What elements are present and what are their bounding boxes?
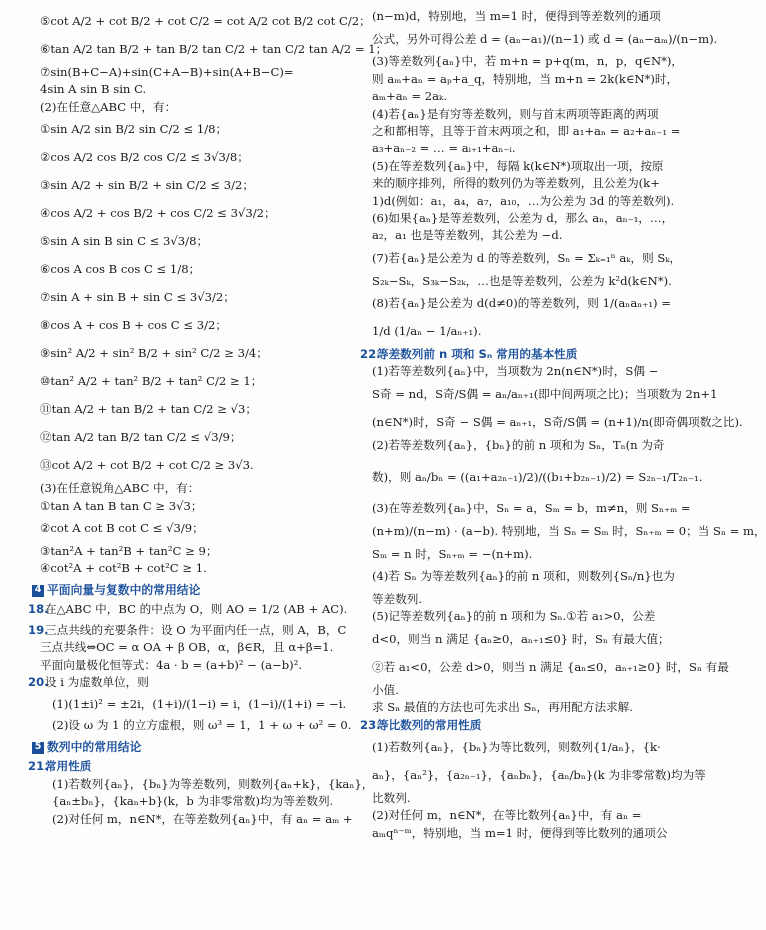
text-line: 1/d (1/aₙ − 1/aₙ₊₁). [372,324,482,339]
item-title: 等差数列前 n 项和 Sₙ 常用的基本性质 [377,347,578,362]
identity-line: ⑤cot A/2 + cot B/2 + cot C/2 = cot A/2 cot B/2 cot C/2； [40,14,371,29]
text-line: (3)在等差数列{aₙ}中，Sₙ = a，Sₘ = b，m≠n，则 Sₙ₊ₘ = [372,501,691,516]
text-line: (2)若等差数列{aₙ}，{bₙ}的前 n 项和为 Sₙ，Tₙ(n 为奇 [372,437,665,452]
item-20 [28,674,360,691]
inequality-line: ③sin A/2 + sin B/2 + sin C/2 ≤ 3/2； [40,178,254,193]
inequality-line: ⑥cos A cos B cos C ≤ 1/8； [40,262,201,277]
subsection-heading: (3)在任意锐角△ABC 中，有： [40,481,200,496]
item-text: (2)对任何 m，n∈N*，在等差数列{aₙ}中，有 aₙ = aₘ + [52,811,353,826]
item-text: {aₙ±bₙ}，{kaₙ+b}(k，b 为非零常数)均为等差数列. [52,794,334,809]
item-21 [28,758,360,775]
text-line: (8)若{aₙ}是公差为 d(d≠0)的等差数列，则 1/(aₙaₙ₊₁) = [372,296,671,311]
text-line: 比数列. [372,790,411,805]
text-line: (n−m)d，特别地，当 m=1 时，便得到等差数列的通项 [372,9,661,23]
text-line: S奇 = nd，S奇/S偶 = aₙ/aₙ₊₁(即中间两项之比)；当项数为 2n+1 [372,387,718,402]
item-19 [28,622,360,639]
text-line: (1)若等差数列{aₙ}中，当项数为 2n(n∈N*)时，S偶 − [372,364,659,379]
text-line: (4)若{aₙ}是有穷等差数列，则与首末两项等距离的两项 [372,106,659,121]
text-line: (5)记等差数列{aₙ}的前 n 项和为 Sₙ.①若 a₁>0，公差 [372,609,656,624]
text-line: (n∈N*)时，S奇 − S偶 = aₙ₊₁，S奇/S偶 = (n+1)/n(即奇偶项数之比). [372,415,743,430]
item-23 [360,717,678,734]
text-line: (n+m)/(n−m) · (a−b). 特别地，当 Sₙ = Sₘ 时，Sₙ₊ₘ = 0；当 Sₙ = m， [372,523,766,538]
text-line: (4)若 Sₙ 为等差数列{aₙ}的前 n 项和，则数列{Sₙ/n}也为 [372,569,675,584]
text-line: 等差数列. [372,592,423,607]
item-number: 18. [28,602,49,617]
identity-line: 4sin A sin B sin C. [40,82,147,97]
text-line: 公式，另外可得公差 d = (aₙ−a₁)/(n−1) 或 d = (aₙ−aₘ)/(n−m). [372,31,718,46]
inequality-line: ①sin A/2 sin B/2 sin C/2 ≤ 1/8； [40,122,228,137]
inequality-line: ⑩tan² A/2 + tan² B/2 + tan² C/2 ≥ 1； [40,374,263,389]
section-title: 平面向量与复数中的常用结论 [47,582,201,597]
text-line: aₘqⁿ⁻ᵐ，特别地，当 m=1 时，便得到等比数列的通项公 [372,825,668,840]
item-22 [360,346,678,363]
item-title: 常用性质 [45,759,92,774]
item-text: 设 i 为虚数单位，则 [45,674,149,689]
inequality-line: ②cot A cot B cot C ≤ √3/9； [40,521,204,536]
text-line: a₃+aₙ₋₂ = … = aᵢ₊₁+aₙ₋ᵢ. [372,141,516,156]
text-line: (7)若{aₙ}是公差为 d 的等差数列，Sₙ = Σₖ₌₁ⁿ aₖ，则 Sₖ， [372,250,682,265]
item-number: 22. [360,347,381,362]
inequality-line: ④cos A/2 + cos B/2 + cos C/2 ≤ 3√3/2； [40,206,276,221]
text-line: (5)在等差数列{aₙ}中，每隔 k(k∈N*)项取出一项，按原 [372,158,664,173]
inequality-line: ⑧cos A + cos B + cos C ≤ 3/2； [40,318,227,333]
identity-line: ⑦sin(B+C−A)+sin(C+A−B)+sin(A+B−C)= [40,65,294,79]
item-18 [28,601,360,618]
item-text: (2)设 ω 为 1 的立方虚根，则 ω³ = 1，1 + ω + ω² = 0. [52,718,352,733]
inequality-line: ⑪tan A/2 + tan B/2 + tan C/2 ≥ √3； [40,402,257,417]
text-line: 来的顺序排列，所得的数列仍为等差数列，且公差为(k+ [372,176,660,191]
text-line: aₘ+aₙ = 2aₖ. [372,89,447,104]
section-title: 数列中的常用结论 [47,739,142,754]
item-number: 19. [28,622,49,637]
text-line: 小值. [372,682,399,697]
section-number: 5 [32,742,44,754]
subsection-heading: (2)在任意△ABC 中，有： [40,99,177,114]
inequality-line: ⑦sin A + sin B + sin C ≤ 3√3/2； [40,290,235,305]
item-title: 等比数列的常用性质 [377,717,482,732]
inequality-line: ⑤sin A sin B sin C ≤ 3√3/8； [40,234,209,249]
inequality-line: ⑬cot A/2 + cot B/2 + cot C/2 ≥ 3√3. [40,458,254,473]
inequality-line: ④cot²A + cot²B + cot²C ≥ 1. [40,561,207,576]
item-text: 三点共线的充要条件：设 O 为平面内任一点，则 A，B，C [45,622,347,637]
text-line: d<0，则当 n 满足 {aₙ≥0，aₙ₊₁≤0} 时，Sₙ 有最大值； [372,632,670,647]
section-heading-sequences [32,739,360,757]
identity-line: ⑥tan A/2 tan B/2 + tan B/2 tan C/2 + tan C/2 tan A/2 = 1； [40,42,388,57]
section-heading-vectors [32,582,360,600]
inequality-line: ②cos A/2 cos B/2 cos C/2 ≤ 3√3/8； [40,150,249,165]
text-line: 求 Sₙ 最值的方法也可先求出 Sₙ，再用配方法求解. [372,700,633,715]
item-text: 在△ABC 中，BC 的中点为 O，则 AO = 1/2 (AB + AC). [45,602,348,617]
item-number: 20. [28,674,49,689]
right-column [360,8,766,842]
inequality-line: ③tan²A + tan²B + tan²C ≥ 9； [40,543,218,558]
text-line: (2)对任何 m，n∈N*，在等比数列{aₙ}中，有 aₙ = [372,808,642,823]
text-line: a₂，a₁ 也是等差数列，其公差为 −d. [372,228,563,243]
section-number: 4 [32,585,44,597]
inequality-line: ⑫tan A/2 tan B/2 tan C/2 ≤ √3/9； [40,430,242,445]
item-text: (1)(1±i)² = ±2i，(1+i)/(1−i) = i，(1−i)/(1+i) = −i. [52,696,347,711]
text-line: ②若 a₁<0，公差 d>0，则当 n 满足 {aₙ≤0，aₙ₊₁≥0} 时，Sₙ 有最 [372,660,729,675]
item-text: (1)若数列{aₙ}，{bₙ}为等差数列，则数列{aₙ+k}，{kaₙ}， [52,776,374,791]
item-number: 23. [360,717,381,732]
text-line: 1)d(例如：a₁，a₄，a₇，a₁₀，…为公差为 3d 的等差数列). [372,193,675,208]
item-number: 21. [28,759,49,774]
item-text: 平面向量极化恒等式：4a · b = (a+b)² − (a−b)². [40,657,303,672]
text-line: Sₘ = n 时，Sₙ₊ₘ = −(n+m). [372,546,533,561]
inequality-line: ①tan A tan B tan C ≥ 3√3； [40,498,203,513]
inequality-line: ⑨sin² A/2 + sin² B/2 + sin² C/2 ≥ 3/4； [40,346,268,361]
text-line: 数)，则 aₙ/bₙ = ((a₁+a₂ₙ₋₁)/2)/((b₁+b₂ₙ₋₁)/2) = S₂ₙ₋₁/T₂ₙ₋₁. [372,469,703,484]
text-line: (1)若数列{aₙ}，{bₙ}为等比数列，则数列{1/aₙ}，{k· [372,740,661,755]
text-line: (3)等差数列{aₙ}中，若 m+n = p+q(m，n，p，q∈N*)， [372,54,684,69]
text-line: 则 aₘ+aₙ = aₚ+a_q，特别地，当 m+n = 2k(k∈N*)时， [372,71,679,86]
text-line: aₙ}，{aₙ²}，{a₂ₙ₋₁}，{aₙbₙ}，{aₙ/bₙ}(k 为非零常数)均为等 [372,768,706,783]
text-line: (6)如果{aₙ}是等差数列，公差为 d，那么 aₙ，aₙ₋₁，…， [372,210,674,225]
item-text: 三点共线⇔OC = α OA + β OB，α，β∈R，且 α+β=1. [40,640,334,655]
text-line: 之和都相等，且等于首末两项之和，即 a₁+aₙ = a₂+aₙ₋₁ = [372,123,681,138]
text-line: S₂ₖ−Sₖ，S₃ₖ−S₂ₖ，…也是等差数列，公差为 k²d(k∈N*). [372,273,672,288]
